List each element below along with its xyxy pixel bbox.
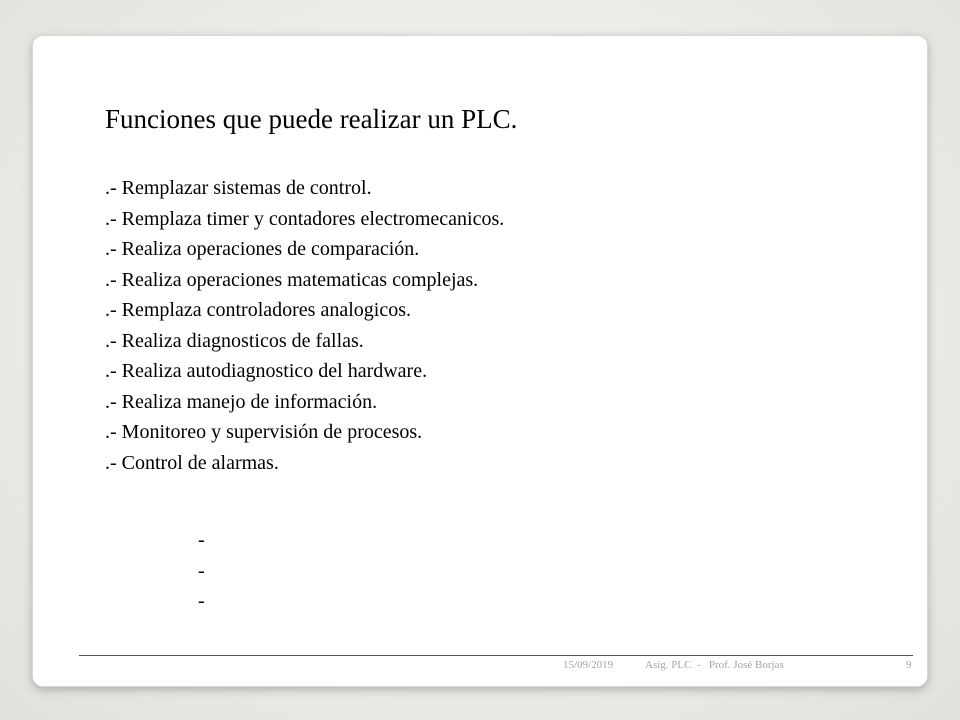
list-item: .- Remplazar sistemas de control. — [105, 177, 372, 199]
slide-card — [33, 36, 927, 686]
slide-title: Funciones que puede realizar un PLC. — [105, 104, 518, 134]
placeholder-dash-list — [198, 525, 205, 617]
dash-item: - — [198, 529, 205, 551]
list-item: .- Realiza diagnosticos de fallas. — [105, 329, 364, 352]
list-item: .- Realiza operaciones matematicas complejas. — [105, 268, 479, 291]
list-item: .- Remplaza timer y contadores electromecanicos. — [105, 207, 505, 230]
footer-date: 15/09/2019 — [563, 659, 614, 671]
footer-divider — [79, 655, 913, 656]
dash-item: - — [198, 590, 205, 612]
list-item: .- Remplaza controladores analogicos. — [105, 299, 411, 321]
function-list — [105, 173, 504, 478]
list-item: .- Monitoreo y supervisión de procesos. — [105, 421, 423, 443]
footer-page-number: 9 — [906, 659, 912, 671]
dash-item: - — [198, 559, 205, 582]
footer-course-info: Asig. PLC - Prof. José Borjas — [645, 659, 784, 671]
list-item: .- Control de alarmas. — [105, 451, 279, 474]
list-item: .- Realiza operaciones de comparación. — [105, 238, 420, 260]
list-item: .- Realiza autodiagnostico del hardware. — [105, 360, 428, 382]
list-item: .- Realiza manejo de información. — [105, 390, 378, 413]
